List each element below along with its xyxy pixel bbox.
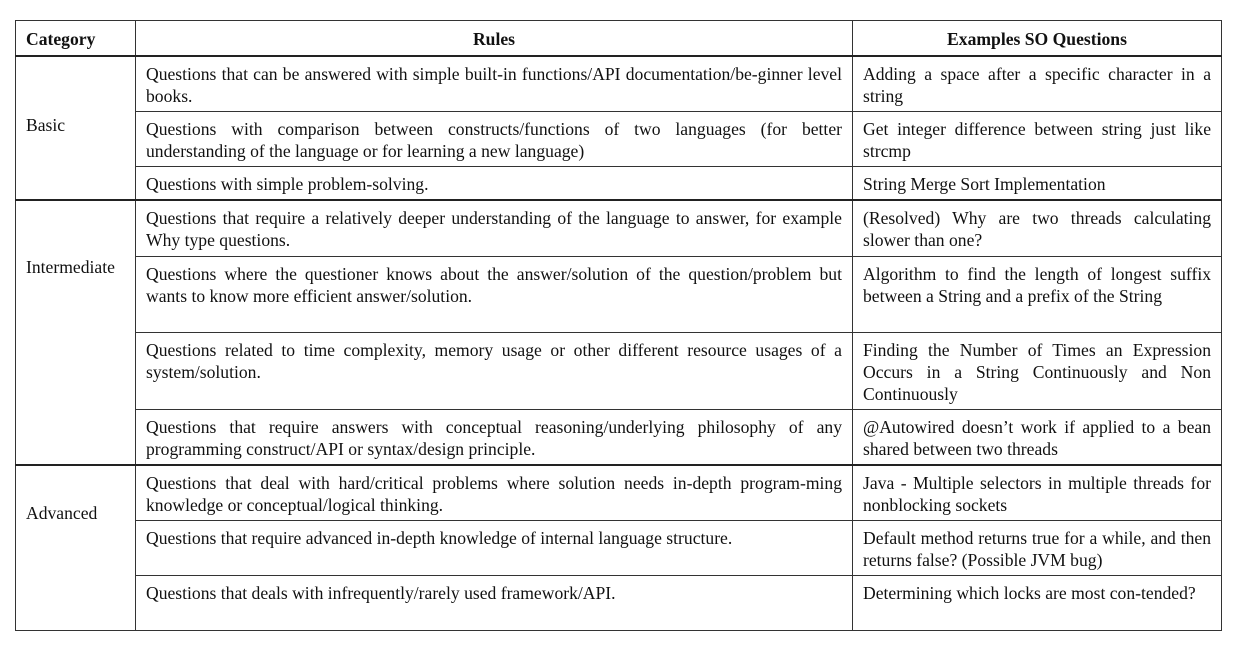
header-row	[16, 21, 1222, 57]
rule-cell: Questions that require advanced in-depth knowledge of internal language structure.	[136, 521, 853, 576]
example-cell: Get integer difference between string just like strcmp	[853, 112, 1222, 167]
header-category: Category	[16, 21, 136, 57]
rule-cell: Questions that deals with infrequently/rarely used framework/API.	[136, 576, 853, 631]
rule-cell: Questions with simple problem-solving.	[136, 167, 853, 201]
rule-cell: Questions where the questioner knows about the answer/solution of the question/problem but wants to know more efficient answer/solution.	[136, 256, 853, 332]
rule-cell: Questions with comparison between constructs/functions of two languages (for better understanding of the language or for learning a new language)	[136, 112, 853, 167]
table-row	[16, 200, 1222, 256]
table-row	[16, 56, 1222, 112]
category-cell-basic: Basic	[16, 56, 136, 200]
table-row	[16, 112, 1222, 167]
category-cell-intermediate: Intermediate	[16, 200, 136, 465]
table-row	[16, 465, 1222, 521]
rule-cell: Questions that require answers with conceptual reasoning/underlying philosophy of any programming construct/API or syntax/design principle.	[136, 409, 853, 465]
header-rules: Rules	[136, 21, 853, 57]
category-cell-advanced: Advanced	[16, 465, 136, 631]
example-cell: Algorithm to find the length of longest suffix between a String and a prefix of the String	[853, 256, 1222, 332]
example-cell: Determining which locks are most con-tended?	[853, 576, 1222, 631]
example-cell: Default method returns true for a while, and then returns false? (Possible JVM bug)	[853, 521, 1222, 576]
table-row	[16, 521, 1222, 576]
table-row	[16, 576, 1222, 631]
rule-cell: Questions related to time complexity, memory usage or other different resource usages of a system/solution.	[136, 332, 853, 409]
example-cell: Java - Multiple selectors in multiple threads for nonblocking sockets	[853, 465, 1222, 521]
rule-cell: Questions that deal with hard/critical problems where solution needs in-depth program-ming knowledge or conceptual/logical thinking.	[136, 465, 853, 521]
table-row	[16, 167, 1222, 201]
table-row	[16, 256, 1222, 332]
question-category-table	[15, 20, 1222, 631]
table-row	[16, 409, 1222, 465]
example-cell: String Merge Sort Implementation	[853, 167, 1222, 201]
rule-cell: Questions that require a relatively deeper understanding of the language to answer, for example Why type questions.	[136, 200, 853, 256]
table-row	[16, 332, 1222, 409]
example-cell: @Autowired doesn’t work if applied to a bean shared between two threads	[853, 409, 1222, 465]
rule-cell: Questions that can be answered with simple built-in functions/API documentation/be-ginner level books.	[136, 56, 853, 112]
example-cell: Finding the Number of Times an Expression Occurs in a String Continuously and Non Continuously	[853, 332, 1222, 409]
header-examples: Examples SO Questions	[853, 21, 1222, 57]
example-cell: (Resolved) Why are two threads calculating slower than one?	[853, 200, 1222, 256]
example-cell: Adding a space after a specific character in a string	[853, 56, 1222, 112]
